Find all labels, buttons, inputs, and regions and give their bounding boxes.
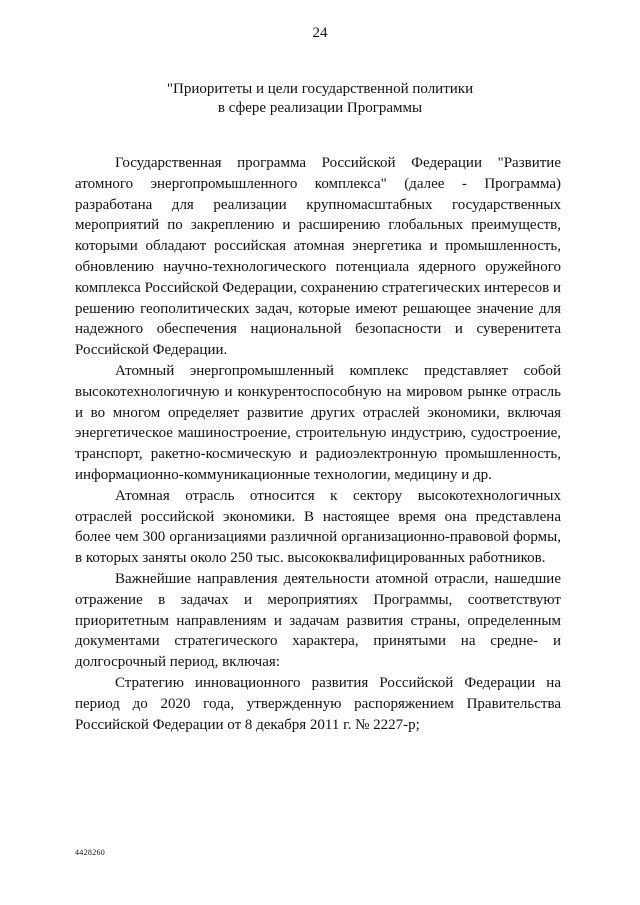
paragraph-innovation-strategy: Стратегию инновационного развития Российской Федерации на период до 2020 года, утвержденную распоряжением Правительства Российской Федерации от 8 декабря 2011 г. № 2227-р; xyxy=(75,674,561,733)
paragraph-priority-directions: Важнейшие направления деятельности атомной отрасли, нашедшие отражение в задачах и мероприятиях Программы, соответствуют приоритетным направлениям и задачам развития страны, определенным документами стратегического характера, принятыми на средне- и долгосрочный период, включая: xyxy=(75,570,561,671)
document-code: 4428260 xyxy=(75,848,106,857)
page-number: 24 xyxy=(312,25,328,41)
section-heading xyxy=(0,80,640,118)
section-heading-line-2: в сфере реализации Программы xyxy=(217,100,423,116)
paragraph-industry-sector: Атомная отрасль относится к сектору высокотехнологичных отраслей российской экономики. В настоящее время она представлена более чем 300 организациями различной организационно-правовой формы, в которых заняты около 250 тыс. высококвалифицированных работников. xyxy=(75,487,561,567)
paragraph-program-purpose: Государственная программа Российской Федерации "Развитие атомного энергопромышленного комплекса" (далее - Программа) разработана для реализации крупномасштабных государственных мероприятий по закреплению и расширению глобальных преимуществ, которыми обладают российская атомная энергетика и промышленность, обновлению научно-технологического потенциала ядерного оружейного комплекса Российской Федерации, сохранению стратегических интересов и решению геополитических задач, которые имеют решающее значение для надежного обеспечения национальной безопасности и суверенитета Российской Федерации. xyxy=(75,155,561,359)
paragraph-nuclear-complex: Атомный энергопромышленный комплекс представляет собой высокотехнологичную и конкурентоспособную на мировом рынке отрасль и во многом определяет развитие других отраслей экономики, включая энергетическое машиностроение, строительную индустрию, судостроение, транспорт, ракетно-космическую и радиоэлектронную промышленность, информационно-коммуникационные технологии, медицину и др. xyxy=(75,362,561,483)
section-heading-line-1: "Приоритеты и цели государственной политики xyxy=(166,81,474,97)
body-text xyxy=(75,153,561,735)
